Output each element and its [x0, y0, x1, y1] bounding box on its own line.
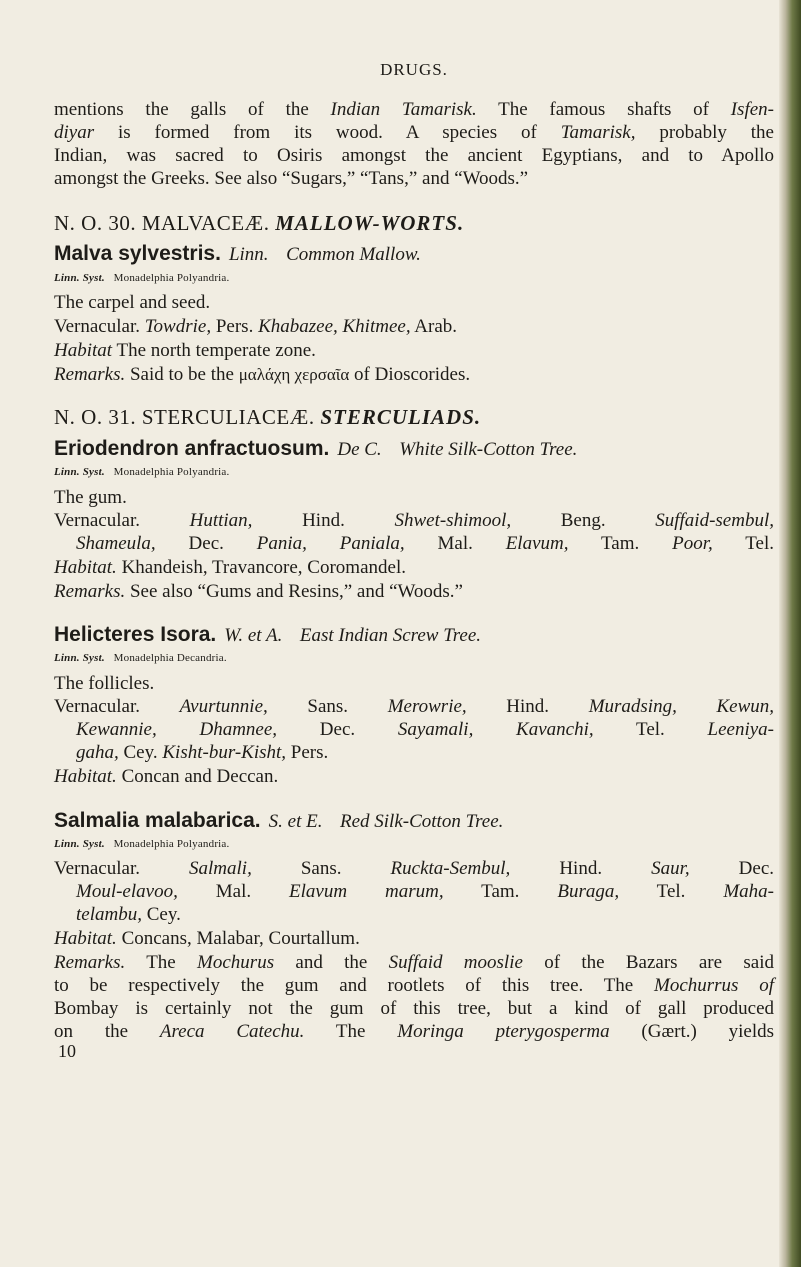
remarks-salmalia-3: Bombay is certainly not the gum of this tree, but a kind of gall produced [54, 998, 774, 1019]
intro-line-3: Indian, was sacred to Osiris amongst the ancient Egyptians, and to Apollo [54, 145, 774, 166]
vernacular-salmalia-2: Moul-elavoo, Mal. Elavum marum, Tam. Buraga, Tel. Maha- [76, 881, 774, 902]
part-used-malva: The carpel and seed. [54, 292, 211, 313]
habitat-helicteres: Habitat. Concan and Deccan. [54, 766, 279, 787]
habitat-malva: Habitat The north temperate zone. [54, 340, 316, 361]
remarks-eriodendron: Remarks. See also “Gums and Resins,” and “Woods.” [54, 581, 463, 602]
habitat-salmalia: Habitat. Concans, Malabar, Courtallum. [54, 928, 360, 949]
linnean-system-malva: Linn. Syst. Monadelphia Polyandria. [54, 272, 230, 284]
species-heading-salmalia: Salmalia malabarica. S. et E. Red Silk-Cotton Tree. [54, 809, 504, 832]
order-heading-malvaceae: N. O. 30. MALVACEÆ. MALLOW-WORTS. [54, 211, 465, 235]
species-heading-eriodendron: Eriodendron anfractuosum. De C. White Silk-Cotton Tree. [54, 437, 578, 460]
part-used-helicteres: The follicles. [54, 673, 155, 694]
page-number: 10 [58, 1041, 76, 1061]
species-heading-helicteres: Helicteres Isora. W. et A. East Indian Screw Tree. [54, 623, 482, 646]
vernacular-salmalia-1: Vernacular. Salmali, Sans. Ruckta-Sembul, Hind. Saur, Dec. [54, 858, 775, 879]
linnean-system-salmalia: Linn. Syst. Monadelphia Polyandria. [54, 838, 230, 850]
page-edge-shadow [779, 0, 801, 1267]
part-used-eriodendron: The gum. [54, 487, 127, 508]
species-heading-malva: Malva sylvestris. Linn. Common Mallow. [54, 242, 421, 265]
vernacular-eriodendron-1: Vernacular. Huttian, Hind. Shwet-shimool, Beng. Suffaid-sembul, [54, 510, 774, 531]
intro-line-2: diyar is formed from its wood. A species of Tamarisk, probably the [54, 122, 774, 143]
linnean-system-helicteres: Linn. Syst. Monadelphia Decandria. [54, 652, 227, 664]
remarks-malva: Remarks. Said to be the μαλάχη χερσαῖα of Dioscorides. [54, 364, 471, 385]
linnean-system-eriodendron: Linn. Syst. Monadelphia Polyandria. [54, 466, 230, 478]
vernacular-salmalia-3: telambu, Cey. [76, 904, 181, 925]
running-head: DRUGS. [380, 60, 448, 79]
vernacular-eriodendron-2: Shameula, Dec. Pania, Paniala, Mal. Elavum, Tam. Poor, Tel. [76, 533, 774, 554]
vernacular-helicteres-3: gaha, Cey. Kisht-bur-Kisht, Pers. [76, 742, 329, 763]
vernacular-malva: Vernacular. Towdrie, Pers. Khabazee, Khitmee, Arab. [54, 316, 458, 337]
vernacular-helicteres-1: Vernacular. Avurtunnie, Sans. Merowrie, Hind. Muradsing, Kewun, [54, 696, 774, 717]
intro-line-4: amongst the Greeks. See also “Sugars,” “Tans,” and “Woods.” [54, 168, 529, 189]
habitat-eriodendron: Habitat. Khandeish, Travancore, Coromandel. [54, 557, 406, 578]
remarks-salmalia-4: on the Areca Catechu. The Moringa pterygosperma (Gært.) yields [54, 1021, 775, 1042]
order-heading-sterculiaceae: N. O. 31. STERCULIACEÆ. STERCULIADS. [54, 405, 482, 429]
remarks-salmalia-2: to be respectively the gum and rootlets of this tree. The Mochurrus of [54, 975, 774, 996]
vernacular-helicteres-2: Kewannie, Dhamnee, Dec. Sayamali, Kavanchi, Tel. Leeniya- [76, 719, 774, 740]
intro-line-1: mentions the galls of the Indian Tamarisk. The famous shafts of Isfen- [54, 99, 774, 120]
remarks-salmalia-1: Remarks. The Mochurus and the Suffaid mooslie of the Bazars are said [54, 952, 774, 973]
